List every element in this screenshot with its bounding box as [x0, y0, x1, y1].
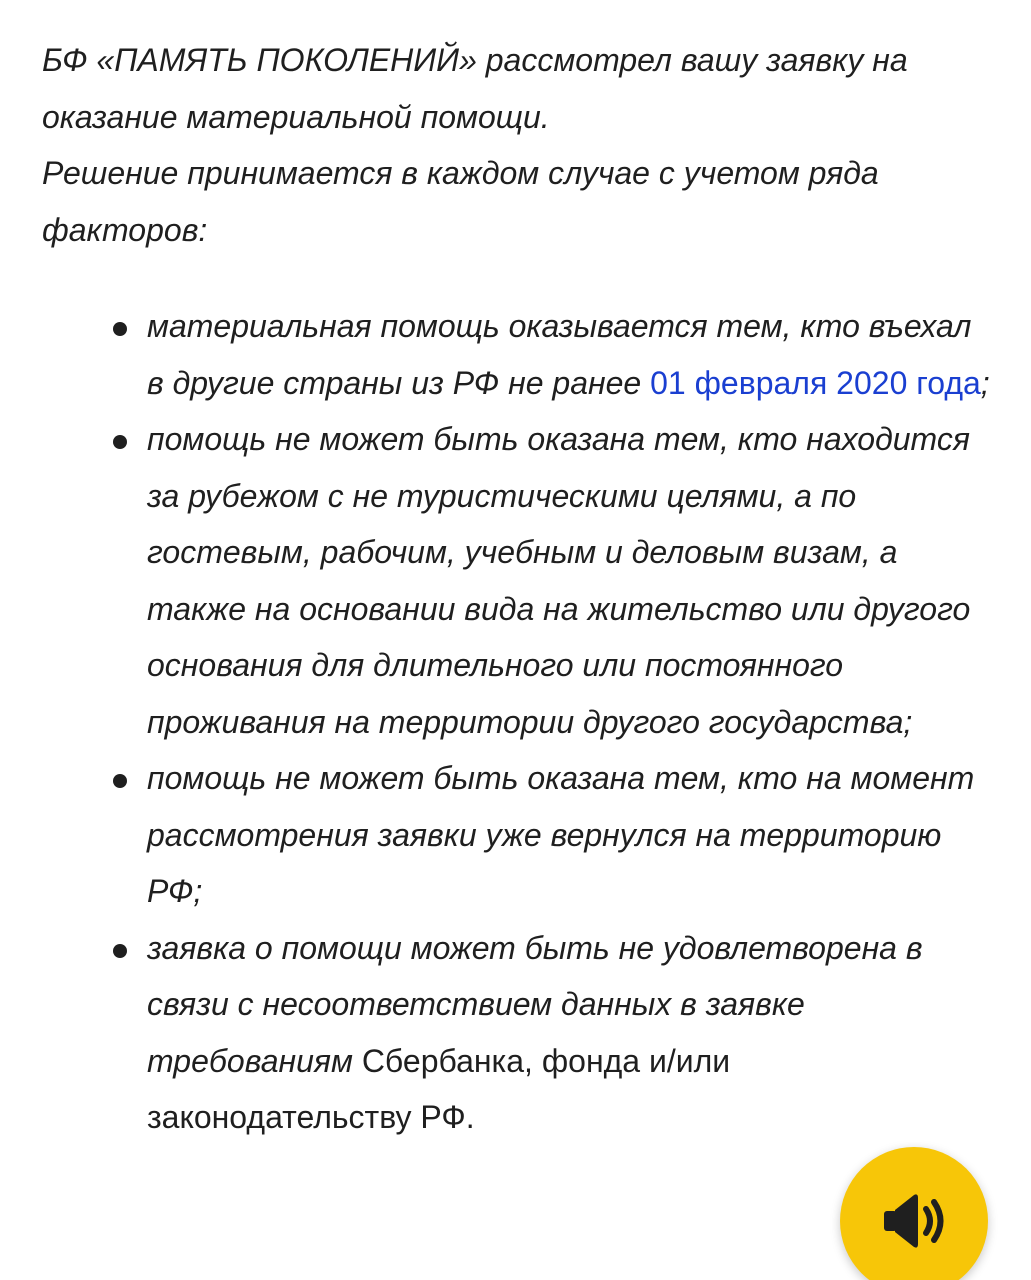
decision-paragraph: Решение принимается в каждом случае с учетом ряда факторов:: [42, 155, 879, 248]
bullet-icon: [113, 774, 127, 788]
criterion-text: помощь не может быть оказана тем, кто находится за рубежом с не туристическими целями, а по гостевым, рабочим, учебным и деловым визам, а также на основании вида на жительство или другого основания для длительного или постоянного проживания на территории другого государства;: [147, 421, 971, 740]
date-link[interactable]: 01 февраля 2020 года: [650, 364, 981, 401]
criterion-text-upright: Сбербанка, фонда и/или законодательству РФ.: [147, 1042, 731, 1135]
audio-play-button[interactable]: [840, 1147, 988, 1280]
speaker-volume-icon: [878, 1185, 950, 1257]
list-item: [105, 298, 995, 411]
message-intro: [42, 32, 1002, 258]
criterion-text: помощь не может быть оказана тем, кто на момент рассмотрения заявки уже вернулся на территорию РФ;: [147, 760, 975, 909]
message-body: [42, 32, 1002, 258]
bullet-icon: [113, 322, 127, 336]
criterion-text: заявка о помощи может быть не удовлетворена в связи с несоответствием данных в заявке требованиям: [147, 929, 923, 1079]
bullet-icon: [113, 435, 127, 449]
list-item: [105, 750, 995, 920]
bullet-icon: [113, 944, 127, 958]
intro-paragraph: БФ «ПАМЯТЬ ПОКОЛЕНИЙ» рассмотрел вашу заявку на оказание материальной помощи.: [42, 42, 908, 135]
criterion-text-end: ;: [980, 364, 990, 401]
list-item: [105, 920, 995, 1146]
criteria-list: [105, 298, 995, 1146]
criterion-text: материальная помощь оказывается тем, кто въехал в другие страны из РФ не ранее: [147, 308, 972, 401]
list-item: [105, 411, 995, 750]
